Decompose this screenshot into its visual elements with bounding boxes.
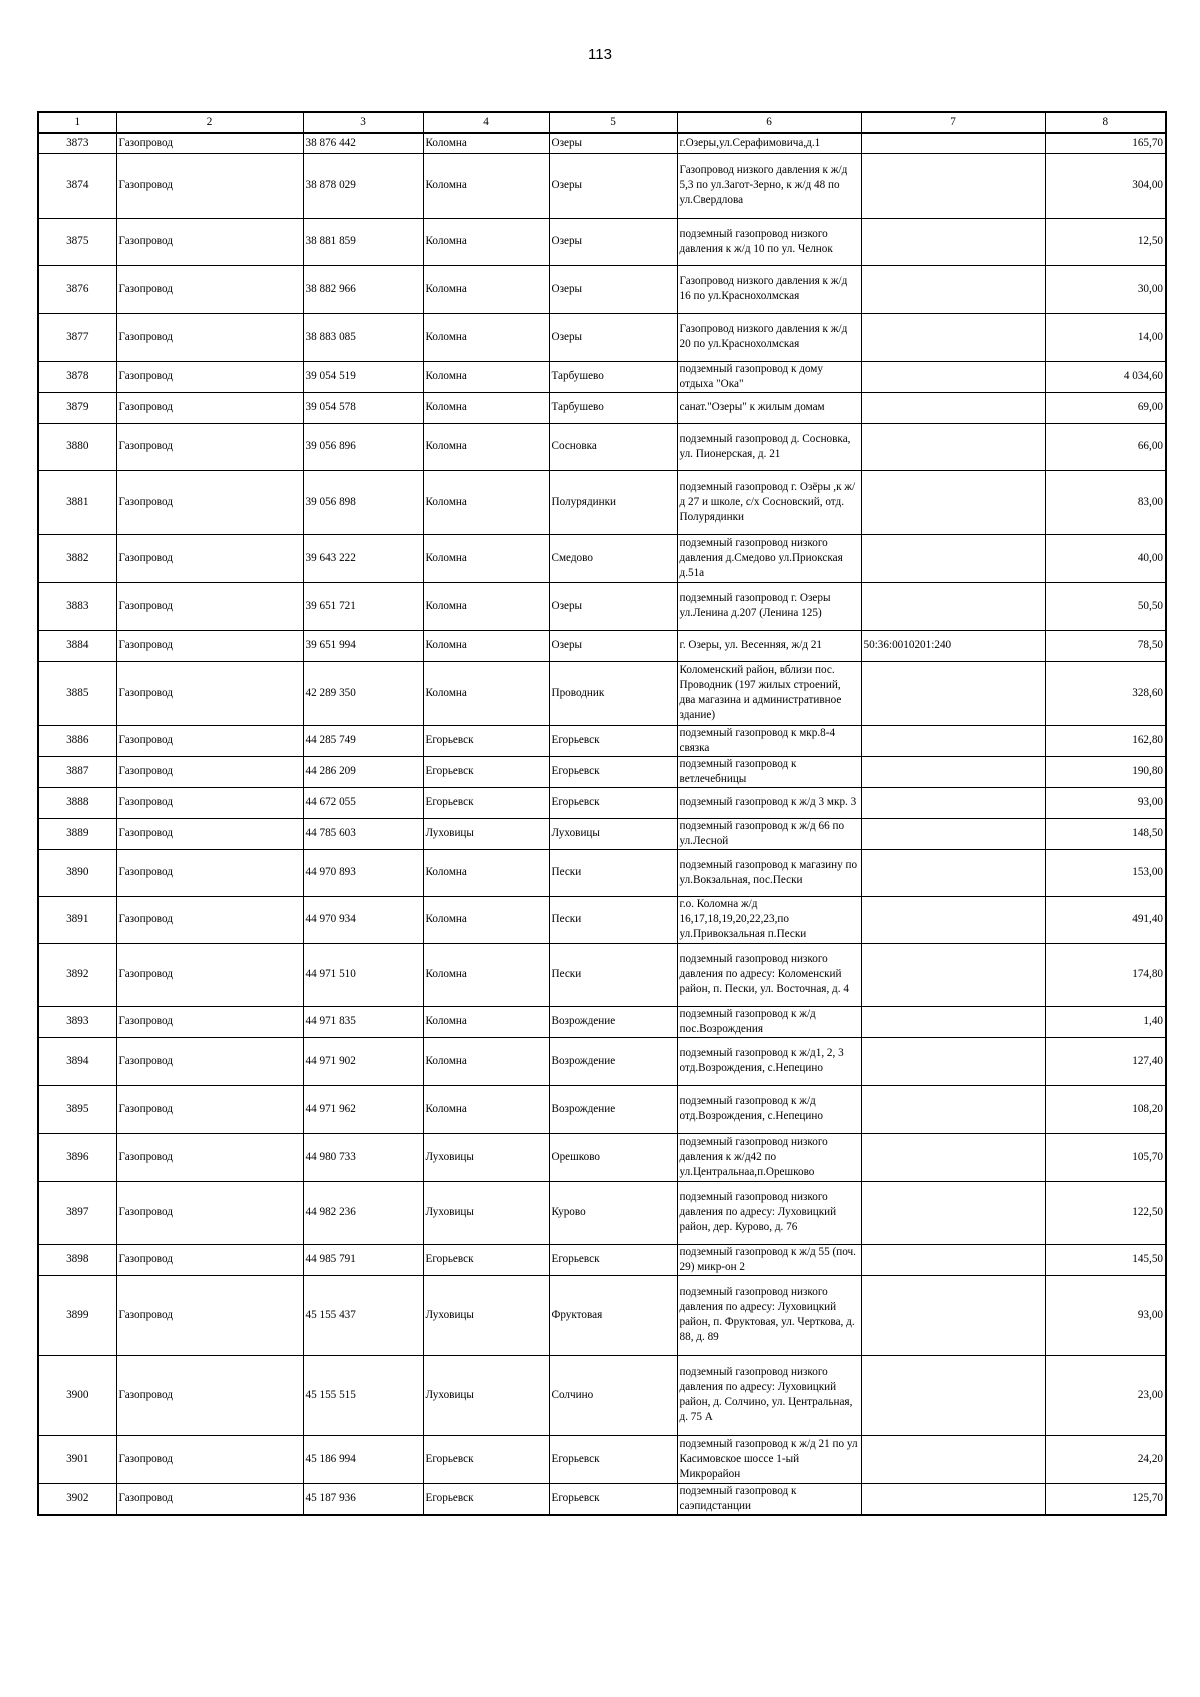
district-cell: Коломна bbox=[423, 153, 549, 218]
district-cell: Луховицы bbox=[423, 1275, 549, 1355]
cadastral-number-cell bbox=[861, 1181, 1045, 1244]
locality-cell: Смедово bbox=[549, 534, 677, 582]
row-number-cell: 3890 bbox=[38, 849, 116, 896]
address-cell: г.о. Коломна ж/д 16,17,18,19,20,22,23,по ул.Привокзальная п.Пески bbox=[677, 896, 861, 943]
district-cell: Егорьевск bbox=[423, 1244, 549, 1275]
length-value-cell: 69,00 bbox=[1045, 392, 1166, 423]
length-value-cell: 127,40 bbox=[1045, 1037, 1166, 1085]
district-cell: Луховицы bbox=[423, 1133, 549, 1181]
table-row bbox=[38, 818, 1166, 849]
cadastral-number-cell bbox=[861, 218, 1045, 265]
address-cell: подземный газопровод низкого давления по адресу: Коломенский район, п. Пески, ул. Восточная, д. 4 bbox=[677, 943, 861, 1006]
locality-cell: Возрождение bbox=[549, 1037, 677, 1085]
district-cell: Егорьевск bbox=[423, 1435, 549, 1483]
district-cell: Луховицы bbox=[423, 1181, 549, 1244]
district-cell: Коломна bbox=[423, 661, 549, 725]
column-header: 1 bbox=[38, 112, 116, 133]
table-row bbox=[38, 1483, 1166, 1515]
table-header-row bbox=[38, 112, 1166, 133]
address-cell: подземный газопровод г. Озёры ,к ж/д 27 и школе, с/х Сосновский, отд. Полурядинки bbox=[677, 470, 861, 534]
address-cell: подземный газопровод низкого давления к ж/д 10 по ул. Челнок bbox=[677, 218, 861, 265]
row-number-cell: 3884 bbox=[38, 630, 116, 661]
length-value-cell: 108,20 bbox=[1045, 1085, 1166, 1133]
row-number-cell: 3894 bbox=[38, 1037, 116, 1085]
object-id-cell: 39 056 898 bbox=[303, 470, 423, 534]
object-type-cell: Газопровод bbox=[116, 265, 303, 313]
page-number: 113 bbox=[588, 46, 612, 63]
locality-cell: Егорьевск bbox=[549, 1483, 677, 1515]
object-type-cell: Газопровод bbox=[116, 582, 303, 630]
length-value-cell: 148,50 bbox=[1045, 818, 1166, 849]
length-value-cell: 165,70 bbox=[1045, 133, 1166, 153]
object-type-cell: Газопровод bbox=[116, 630, 303, 661]
object-id-cell: 39 651 721 bbox=[303, 582, 423, 630]
object-type-cell: Газопровод bbox=[116, 361, 303, 392]
row-number-cell: 3881 bbox=[38, 470, 116, 534]
object-type-cell: Газопровод bbox=[116, 818, 303, 849]
table-row bbox=[38, 756, 1166, 787]
length-value-cell: 153,00 bbox=[1045, 849, 1166, 896]
length-value-cell: 190,80 bbox=[1045, 756, 1166, 787]
table-row bbox=[38, 1181, 1166, 1244]
cadastral-number-cell bbox=[861, 153, 1045, 218]
registry-table bbox=[37, 111, 1167, 1516]
object-type-cell: Газопровод bbox=[116, 218, 303, 265]
length-value-cell: 50,50 bbox=[1045, 582, 1166, 630]
locality-cell: Озеры bbox=[549, 313, 677, 361]
cadastral-number-cell bbox=[861, 392, 1045, 423]
column-header: 2 bbox=[116, 112, 303, 133]
row-number-cell: 3873 bbox=[38, 133, 116, 153]
row-number-cell: 3874 bbox=[38, 153, 116, 218]
locality-cell: Возрождение bbox=[549, 1006, 677, 1037]
cadastral-number-cell bbox=[861, 1483, 1045, 1515]
object-type-cell: Газопровод bbox=[116, 756, 303, 787]
cadastral-number-cell bbox=[861, 1355, 1045, 1435]
district-cell: Коломна bbox=[423, 1006, 549, 1037]
row-number-cell: 3893 bbox=[38, 1006, 116, 1037]
object-id-cell: 38 881 859 bbox=[303, 218, 423, 265]
district-cell: Коломна bbox=[423, 1037, 549, 1085]
length-value-cell: 93,00 bbox=[1045, 1275, 1166, 1355]
object-id-cell: 44 971 835 bbox=[303, 1006, 423, 1037]
cadastral-number-cell bbox=[861, 818, 1045, 849]
length-value-cell: 105,70 bbox=[1045, 1133, 1166, 1181]
object-id-cell: 45 186 994 bbox=[303, 1435, 423, 1483]
object-type-cell: Газопровод bbox=[116, 153, 303, 218]
cadastral-number-cell bbox=[861, 582, 1045, 630]
address-cell: Газопровод низкого давления к ж/д 5,3 по ул.Загот-Зерно, к ж/д 48 по ул.Свердлова bbox=[677, 153, 861, 218]
cadastral-number-cell bbox=[861, 534, 1045, 582]
table-row bbox=[38, 1037, 1166, 1085]
table-row bbox=[38, 1355, 1166, 1435]
object-type-cell: Газопровод bbox=[116, 313, 303, 361]
row-number-cell: 3902 bbox=[38, 1483, 116, 1515]
row-number-cell: 3887 bbox=[38, 756, 116, 787]
locality-cell: Егорьевск bbox=[549, 1244, 677, 1275]
length-value-cell: 30,00 bbox=[1045, 265, 1166, 313]
cadastral-number-cell bbox=[861, 787, 1045, 818]
address-cell: подземный газопровод к ж/д 66 по ул.Лесной bbox=[677, 818, 861, 849]
district-cell: Егорьевск bbox=[423, 756, 549, 787]
table-row bbox=[38, 361, 1166, 392]
object-id-cell: 39 054 578 bbox=[303, 392, 423, 423]
district-cell: Коломна bbox=[423, 470, 549, 534]
length-value-cell: 40,00 bbox=[1045, 534, 1166, 582]
address-cell: подземный газопровод низкого давления к ж/д42 по ул.Центральнаа,п.Орешково bbox=[677, 1133, 861, 1181]
object-id-cell: 39 643 222 bbox=[303, 534, 423, 582]
length-value-cell: 12,50 bbox=[1045, 218, 1166, 265]
row-number-cell: 3880 bbox=[38, 423, 116, 470]
length-value-cell: 1,40 bbox=[1045, 1006, 1166, 1037]
object-type-cell: Газопровод bbox=[116, 133, 303, 153]
row-number-cell: 3892 bbox=[38, 943, 116, 1006]
object-type-cell: Газопровод bbox=[116, 1483, 303, 1515]
locality-cell: Тарбушево bbox=[549, 361, 677, 392]
locality-cell: Озеры bbox=[549, 153, 677, 218]
address-cell: г.Озеры,ул.Серафимовича,д.1 bbox=[677, 133, 861, 153]
object-id-cell: 44 971 510 bbox=[303, 943, 423, 1006]
locality-cell: Озеры bbox=[549, 218, 677, 265]
district-cell: Коломна bbox=[423, 849, 549, 896]
locality-cell: Егорьевск bbox=[549, 725, 677, 756]
district-cell: Коломна bbox=[423, 630, 549, 661]
address-cell: подземный газопровод к ветлечебницы bbox=[677, 756, 861, 787]
cadastral-number-cell bbox=[861, 1037, 1045, 1085]
address-cell: подземный газопровод к саэпидстанции bbox=[677, 1483, 861, 1515]
cadastral-number-cell bbox=[861, 361, 1045, 392]
address-cell: подземный газопровод к дому отдыха "Ока" bbox=[677, 361, 861, 392]
row-number-cell: 3875 bbox=[38, 218, 116, 265]
object-type-cell: Газопровод bbox=[116, 661, 303, 725]
table-row bbox=[38, 534, 1166, 582]
object-id-cell: 38 883 085 bbox=[303, 313, 423, 361]
cadastral-number-cell bbox=[861, 423, 1045, 470]
length-value-cell: 4 034,60 bbox=[1045, 361, 1166, 392]
object-type-cell: Газопровод bbox=[116, 534, 303, 582]
district-cell: Коломна bbox=[423, 361, 549, 392]
object-type-cell: Газопровод bbox=[116, 849, 303, 896]
cadastral-number-cell bbox=[861, 896, 1045, 943]
address-cell: подземный газопровод низкого давления по адресу: Луховицкий район, д. Солчино, ул. Центральная, д. 75 А bbox=[677, 1355, 861, 1435]
length-value-cell: 14,00 bbox=[1045, 313, 1166, 361]
length-value-cell: 66,00 bbox=[1045, 423, 1166, 470]
row-number-cell: 3898 bbox=[38, 1244, 116, 1275]
object-type-cell: Газопровод bbox=[116, 1006, 303, 1037]
object-id-cell: 44 971 962 bbox=[303, 1085, 423, 1133]
cadastral-number-cell bbox=[861, 1275, 1045, 1355]
object-id-cell: 44 980 733 bbox=[303, 1133, 423, 1181]
cadastral-number-cell bbox=[861, 661, 1045, 725]
cadastral-number-cell bbox=[861, 725, 1045, 756]
object-type-cell: Газопровод bbox=[116, 1275, 303, 1355]
object-type-cell: Газопровод bbox=[116, 787, 303, 818]
address-cell: подземный газопровод к мкр.8-4 связка bbox=[677, 725, 861, 756]
object-type-cell: Газопровод bbox=[116, 1037, 303, 1085]
table-row bbox=[38, 582, 1166, 630]
column-header: 5 bbox=[549, 112, 677, 133]
address-cell: Газопровод низкого давления к ж/д 16 по ул.Краснохолмская bbox=[677, 265, 861, 313]
district-cell: Луховицы bbox=[423, 818, 549, 849]
table-row bbox=[38, 630, 1166, 661]
object-id-cell: 44 985 791 bbox=[303, 1244, 423, 1275]
district-cell: Егорьевск bbox=[423, 787, 549, 818]
table-row bbox=[38, 725, 1166, 756]
locality-cell: Сосновка bbox=[549, 423, 677, 470]
object-id-cell: 39 056 896 bbox=[303, 423, 423, 470]
object-id-cell: 44 982 236 bbox=[303, 1181, 423, 1244]
row-number-cell: 3882 bbox=[38, 534, 116, 582]
district-cell: Коломна bbox=[423, 392, 549, 423]
object-id-cell: 42 289 350 bbox=[303, 661, 423, 725]
address-cell: подземный газопровод низкого давления д.Смедово ул.Приокская д.51а bbox=[677, 534, 861, 582]
table-row bbox=[38, 313, 1166, 361]
cadastral-number-cell bbox=[861, 313, 1045, 361]
locality-cell: Курово bbox=[549, 1181, 677, 1244]
row-number-cell: 3883 bbox=[38, 582, 116, 630]
address-cell: подземный газопровод к ж/д 3 мкр. 3 bbox=[677, 787, 861, 818]
object-type-cell: Газопровод bbox=[116, 1181, 303, 1244]
table-row bbox=[38, 849, 1166, 896]
cadastral-number-cell: 50:36:0010201:240 bbox=[861, 630, 1045, 661]
length-value-cell: 78,50 bbox=[1045, 630, 1166, 661]
cadastral-number-cell bbox=[861, 265, 1045, 313]
object-id-cell: 44 971 902 bbox=[303, 1037, 423, 1085]
locality-cell: Егорьевск bbox=[549, 787, 677, 818]
address-cell: подземный газопровод к ж/д 21 по ул Касимовское шоссе 1-ый Микрорайон bbox=[677, 1435, 861, 1483]
length-value-cell: 125,70 bbox=[1045, 1483, 1166, 1515]
cadastral-number-cell bbox=[861, 133, 1045, 153]
object-id-cell: 44 970 934 bbox=[303, 896, 423, 943]
object-id-cell: 38 878 029 bbox=[303, 153, 423, 218]
object-type-cell: Газопровод bbox=[116, 896, 303, 943]
address-cell: подземный газопровод к ж/д1, 2, 3 отд.Возрождения, с.Непецино bbox=[677, 1037, 861, 1085]
address-cell: подземный газопровод к ж/д отд.Возрождения, с.Непецино bbox=[677, 1085, 861, 1133]
object-id-cell: 45 155 437 bbox=[303, 1275, 423, 1355]
cadastral-number-cell bbox=[861, 943, 1045, 1006]
locality-cell: Озеры bbox=[549, 265, 677, 313]
object-id-cell: 44 785 603 bbox=[303, 818, 423, 849]
district-cell: Егорьевск bbox=[423, 725, 549, 756]
object-id-cell: 38 882 966 bbox=[303, 265, 423, 313]
table-row bbox=[38, 896, 1166, 943]
district-cell: Коломна bbox=[423, 582, 549, 630]
length-value-cell: 304,00 bbox=[1045, 153, 1166, 218]
length-value-cell: 328,60 bbox=[1045, 661, 1166, 725]
district-cell: Коломна bbox=[423, 943, 549, 1006]
locality-cell: Луховицы bbox=[549, 818, 677, 849]
table-row bbox=[38, 943, 1166, 1006]
address-cell: Коломенский район, вблизи пос. Проводник (197 жилых строений, два магазина и административное здание) bbox=[677, 661, 861, 725]
district-cell: Коломна bbox=[423, 423, 549, 470]
object-type-cell: Газопровод bbox=[116, 392, 303, 423]
locality-cell: Пески bbox=[549, 849, 677, 896]
cadastral-number-cell bbox=[861, 1085, 1045, 1133]
locality-cell: Озеры bbox=[549, 133, 677, 153]
locality-cell: Егорьевск bbox=[549, 1435, 677, 1483]
cadastral-number-cell bbox=[861, 1006, 1045, 1037]
object-id-cell: 45 155 515 bbox=[303, 1355, 423, 1435]
object-id-cell: 44 672 055 bbox=[303, 787, 423, 818]
cadastral-number-cell bbox=[861, 1133, 1045, 1181]
address-cell: санат."Озеры" к жилым домам bbox=[677, 392, 861, 423]
table-row bbox=[38, 153, 1166, 218]
district-cell: Коломна bbox=[423, 218, 549, 265]
table-row bbox=[38, 392, 1166, 423]
address-cell: Газопровод низкого давления к ж/д 20 по ул.Краснохолмская bbox=[677, 313, 861, 361]
object-type-cell: Газопровод bbox=[116, 1244, 303, 1275]
object-type-cell: Газопровод bbox=[116, 1355, 303, 1435]
row-number-cell: 3901 bbox=[38, 1435, 116, 1483]
district-cell: Коломна bbox=[423, 265, 549, 313]
cadastral-number-cell bbox=[861, 1435, 1045, 1483]
district-cell: Коломна bbox=[423, 1085, 549, 1133]
length-value-cell: 83,00 bbox=[1045, 470, 1166, 534]
object-type-cell: Газопровод bbox=[116, 470, 303, 534]
row-number-cell: 3886 bbox=[38, 725, 116, 756]
district-cell: Егорьевск bbox=[423, 1483, 549, 1515]
row-number-cell: 3879 bbox=[38, 392, 116, 423]
row-number-cell: 3876 bbox=[38, 265, 116, 313]
length-value-cell: 93,00 bbox=[1045, 787, 1166, 818]
row-number-cell: 3899 bbox=[38, 1275, 116, 1355]
address-cell: подземный газопровод г. Озеры ул.Ленина д.207 (Ленина 125) bbox=[677, 582, 861, 630]
column-header: 4 bbox=[423, 112, 549, 133]
district-cell: Коломна bbox=[423, 133, 549, 153]
district-cell: Коломна bbox=[423, 534, 549, 582]
locality-cell: Возрождение bbox=[549, 1085, 677, 1133]
column-header: 3 bbox=[303, 112, 423, 133]
column-header: 7 bbox=[861, 112, 1045, 133]
row-number-cell: 3897 bbox=[38, 1181, 116, 1244]
locality-cell: Егорьевск bbox=[549, 756, 677, 787]
object-type-cell: Газопровод bbox=[116, 943, 303, 1006]
locality-cell: Тарбушево bbox=[549, 392, 677, 423]
table-body bbox=[38, 133, 1166, 1515]
district-cell: Луховицы bbox=[423, 1355, 549, 1435]
row-number-cell: 3896 bbox=[38, 1133, 116, 1181]
locality-cell: Пески bbox=[549, 896, 677, 943]
locality-cell: Полурядинки bbox=[549, 470, 677, 534]
row-number-cell: 3877 bbox=[38, 313, 116, 361]
district-cell: Коломна bbox=[423, 896, 549, 943]
row-number-cell: 3891 bbox=[38, 896, 116, 943]
table-row bbox=[38, 787, 1166, 818]
address-cell: подземный газопровод к ж/д 55 (поч. 29) микр-он 2 bbox=[677, 1244, 861, 1275]
object-id-cell: 45 187 936 bbox=[303, 1483, 423, 1515]
object-id-cell: 38 876 442 bbox=[303, 133, 423, 153]
address-cell: подземный газопровод д. Сосновка, ул. Пионерская, д. 21 bbox=[677, 423, 861, 470]
address-cell: подземный газопровод низкого давления по адресу: Луховицкий район, дер. Курово, д. 76 bbox=[677, 1181, 861, 1244]
table-row bbox=[38, 661, 1166, 725]
length-value-cell: 122,50 bbox=[1045, 1181, 1166, 1244]
object-type-cell: Газопровод bbox=[116, 1085, 303, 1133]
address-cell: подземный газопровод к ж/д пос.Возрождения bbox=[677, 1006, 861, 1037]
table-row bbox=[38, 1133, 1166, 1181]
length-value-cell: 174,80 bbox=[1045, 943, 1166, 1006]
object-type-cell: Газопровод bbox=[116, 725, 303, 756]
row-number-cell: 3895 bbox=[38, 1085, 116, 1133]
table-row bbox=[38, 1435, 1166, 1483]
length-value-cell: 23,00 bbox=[1045, 1355, 1166, 1435]
row-number-cell: 3878 bbox=[38, 361, 116, 392]
table-row bbox=[38, 1244, 1166, 1275]
row-number-cell: 3888 bbox=[38, 787, 116, 818]
row-number-cell: 3900 bbox=[38, 1355, 116, 1435]
row-number-cell: 3889 bbox=[38, 818, 116, 849]
object-id-cell: 39 054 519 bbox=[303, 361, 423, 392]
length-value-cell: 491,40 bbox=[1045, 896, 1166, 943]
address-cell: подземный газопровод к магазину по ул.Вокзальная, пос.Пески bbox=[677, 849, 861, 896]
object-id-cell: 44 970 893 bbox=[303, 849, 423, 896]
object-type-cell: Газопровод bbox=[116, 1435, 303, 1483]
column-header: 8 bbox=[1045, 112, 1166, 133]
locality-cell: Озеры bbox=[549, 582, 677, 630]
table-row bbox=[38, 423, 1166, 470]
length-value-cell: 162,80 bbox=[1045, 725, 1166, 756]
cadastral-number-cell bbox=[861, 756, 1045, 787]
table-row bbox=[38, 218, 1166, 265]
cadastral-number-cell bbox=[861, 1244, 1045, 1275]
locality-cell: Пески bbox=[549, 943, 677, 1006]
object-type-cell: Газопровод bbox=[116, 1133, 303, 1181]
table-row bbox=[38, 1085, 1166, 1133]
length-value-cell: 24,20 bbox=[1045, 1435, 1166, 1483]
table-row bbox=[38, 1275, 1166, 1355]
locality-cell: Солчино bbox=[549, 1355, 677, 1435]
address-cell: г. Озеры, ул. Весенняя, ж/д 21 bbox=[677, 630, 861, 661]
table-row bbox=[38, 470, 1166, 534]
table-row bbox=[38, 133, 1166, 153]
locality-cell: Орешково bbox=[549, 1133, 677, 1181]
cadastral-number-cell bbox=[861, 470, 1045, 534]
cadastral-number-cell bbox=[861, 849, 1045, 896]
object-id-cell: 39 651 994 bbox=[303, 630, 423, 661]
locality-cell: Фруктовая bbox=[549, 1275, 677, 1355]
row-number-cell: 3885 bbox=[38, 661, 116, 725]
column-header: 6 bbox=[677, 112, 861, 133]
locality-cell: Проводник bbox=[549, 661, 677, 725]
table-row bbox=[38, 265, 1166, 313]
locality-cell: Озеры bbox=[549, 630, 677, 661]
table-row bbox=[38, 1006, 1166, 1037]
length-value-cell: 145,50 bbox=[1045, 1244, 1166, 1275]
object-id-cell: 44 286 209 bbox=[303, 756, 423, 787]
object-id-cell: 44 285 749 bbox=[303, 725, 423, 756]
district-cell: Коломна bbox=[423, 313, 549, 361]
address-cell: подземный газопровод низкого давления по адресу: Луховицкий район, п. Фруктовая, ул. Черткова, д. 88, д. 89 bbox=[677, 1275, 861, 1355]
object-type-cell: Газопровод bbox=[116, 423, 303, 470]
